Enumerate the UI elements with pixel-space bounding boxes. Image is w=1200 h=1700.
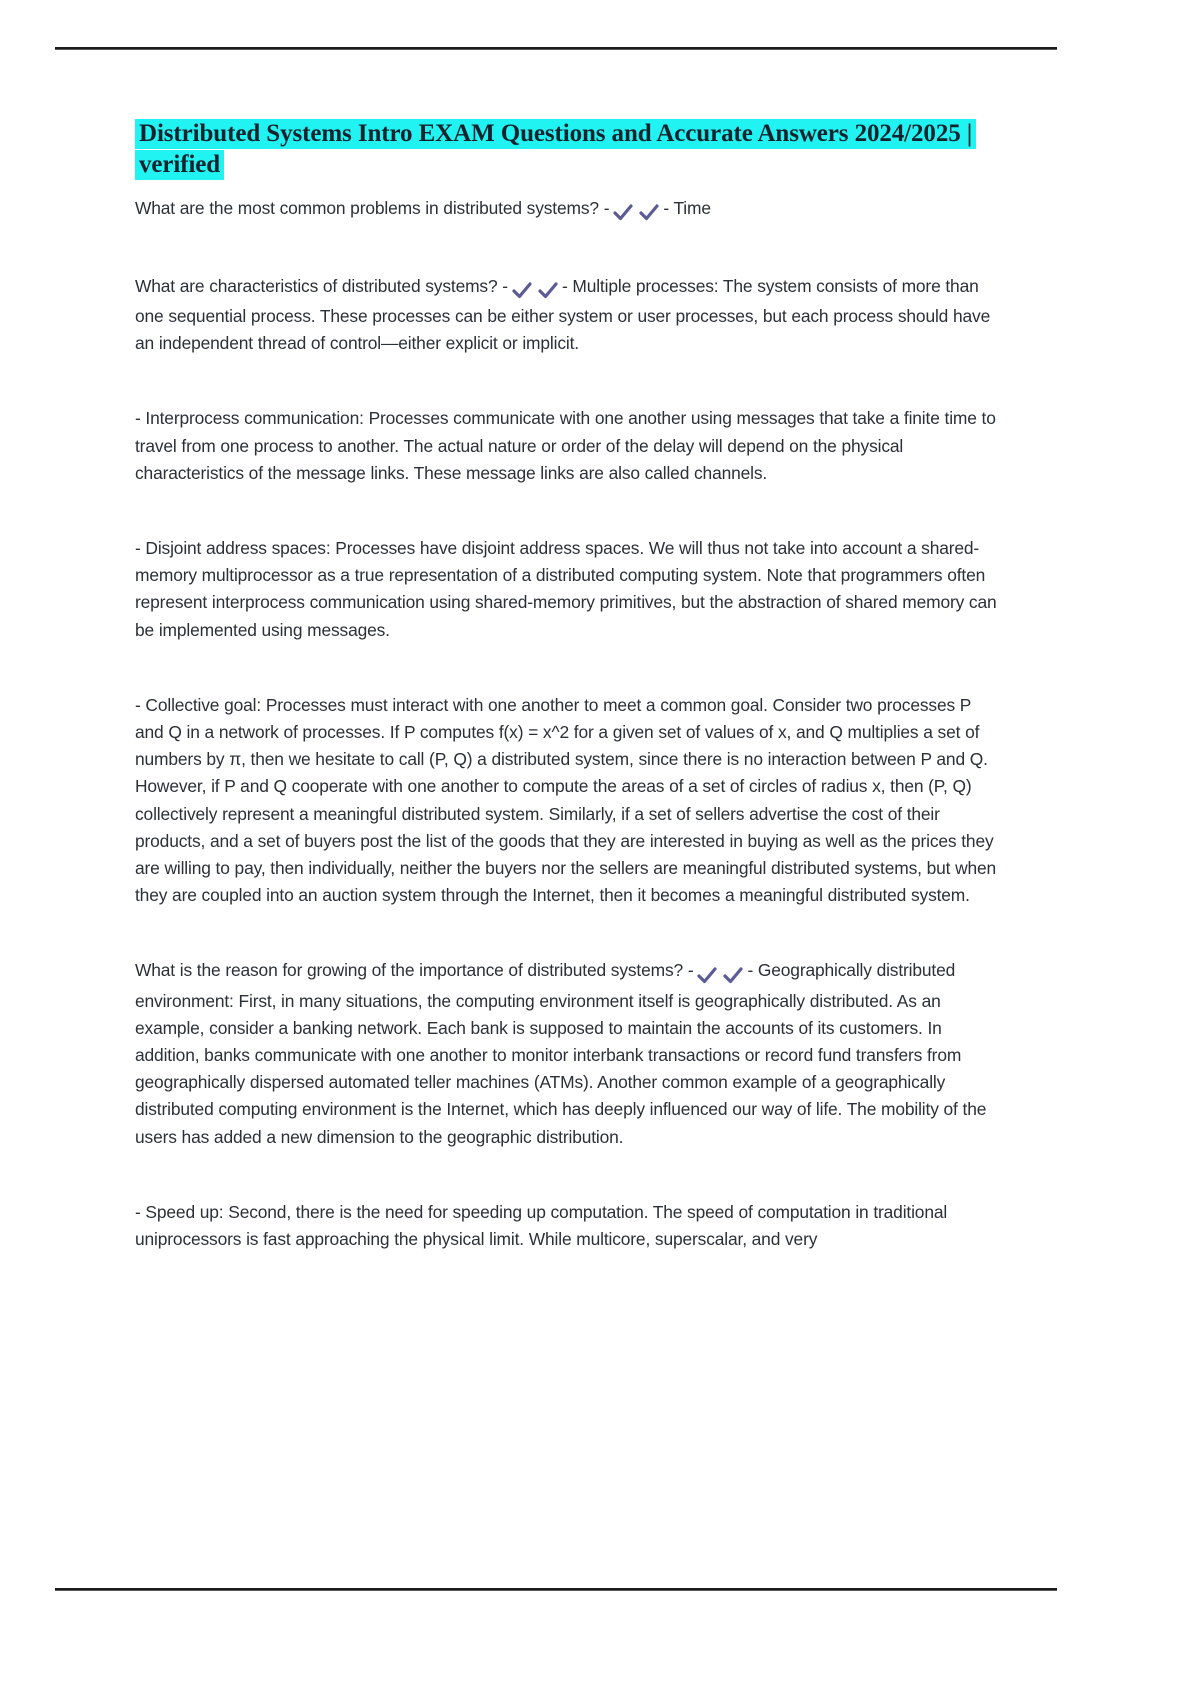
question-text: What are the most common problems in distributed systems? - [135, 197, 610, 218]
double-check-icon [694, 960, 746, 987]
question-text: What are characteristics of distributed systems? - [135, 275, 508, 296]
page-title: Distributed Systems Intro EXAM Questions and Accurate Answers 2024/2025 | verified [135, 119, 976, 180]
paragraph-disjoint-address-spaces: - Disjoint address spaces: Processes have disjoint address spaces. We will thus not take into account a shared-memory multiprocessor as a true representation of a distributed computing system. Note that programmers often represent interprocess communication using shared-memory primitives, but the abstraction of shared memory can be implemented using messages. [135, 537, 997, 640]
answer-text: - Time [663, 197, 711, 218]
double-check-icon [509, 276, 561, 303]
document-content [135, 118, 1003, 1301]
page-top-rule [55, 47, 1057, 50]
qa-block-q1 [135, 195, 1003, 225]
page-bottom-rule [55, 1588, 1057, 1591]
document-title-row [135, 118, 1003, 181]
qa-block-q6 [135, 957, 1003, 1150]
double-check-icon [610, 198, 662, 225]
paragraph-interprocess-communication: - Interprocess communication: Processes communicate with one another using messages that take a finite time to travel from one process to another. The actual nature or order of the delay will depend on the physical characteristics of the message links. These message links are also called channels. [135, 408, 996, 483]
answer-text: - Multiple processes: The system consists of more than one sequential process. These processes can be either system or user processes, but each process should have an independent thread of control—either explicit or implicit. [135, 275, 991, 354]
qa-block-q2 [135, 273, 1003, 358]
question-text: What is the reason for growing of the importance of distributed systems? - [135, 960, 694, 981]
paragraph-speed-up: - Speed up: Second, there is the need for speeding up computation. The speed of computation in traditional uniprocessors is fast approaching the physical limit. While multicore, superscalar, and very [135, 1201, 948, 1249]
paragraph-collective-goal: - Collective goal: Processes must interact with one another to meet a common goal. Consider two processes P and Q in a network of processes. If P computes f(x) = x^2 for a given set of values of x, and Q multiplies a set of numbers by π, then we hesitate to call (P, Q) a distributed system, since there is no interaction between P and Q. However, if P and Q cooperate with one another to compute the areas of a set of circles of radius x, then (P, Q) collectively represent a meaningful distributed system. Similarly, if a set of sellers advertise the cost of their products, and a set of buyers post the list of the goods that they are interested in buying as well as the prices they are willing to pay, then individually, neither the buyers nor the sellers are meaningful distributed systems, but when they are coupled into an auction system through the Internet, then it becomes a meaningful distributed system. [135, 694, 997, 906]
answer-text: - Geographically distributed environment: First, in many situations, the computing environment itself is geographically distributed. As an example, consider a banking network. Each bank is supposed to maintain the accounts of its customers. In addition, banks communicate with one another to monitor interbank transactions or record fund transfers from geographically dispersed automated teller machines (ATMs). Another common example of a geographically distributed computing environment is the Internet, which has deeply influenced our way of life. The mobility of the users has added a new dimension to the geographic distribution. [135, 960, 987, 1147]
